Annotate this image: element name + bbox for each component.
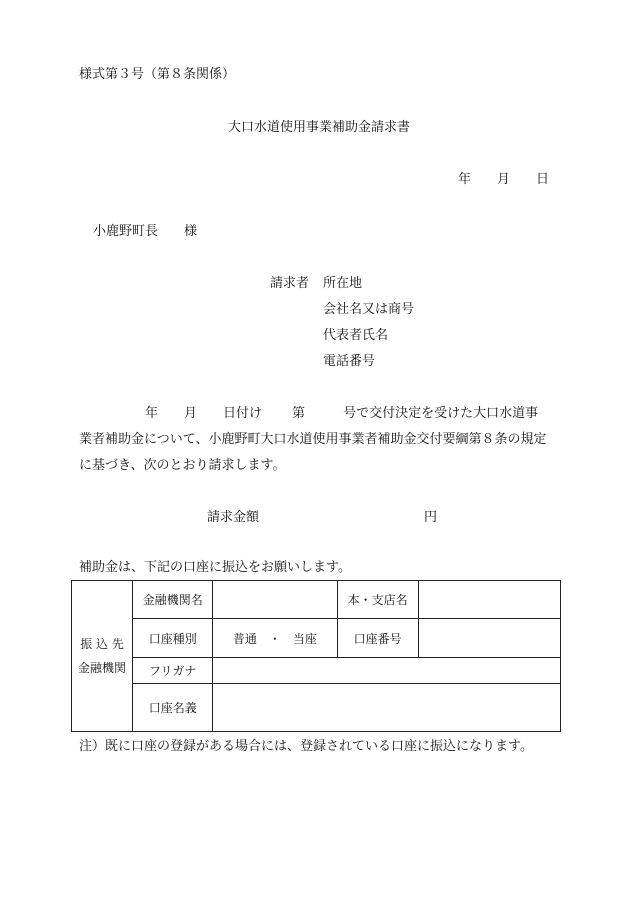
date-year: 年 xyxy=(458,172,472,187)
account-type-label: 口座種別 xyxy=(133,619,213,658)
amount-label: 請求金額 xyxy=(207,510,260,525)
footnote: 注）既に口座の登録がある場合には、登録されている口座に振込になります。 xyxy=(79,739,533,754)
body-dated: 日付け xyxy=(223,406,263,421)
furigana-label: フリガナ xyxy=(133,658,213,684)
date-day: 日 xyxy=(536,172,550,187)
claimant-field-company: 会社名又は商号 xyxy=(323,302,415,317)
branch-field[interactable] xyxy=(418,581,560,619)
body-line-1 xyxy=(79,401,584,427)
branch-label: 本・支店名 xyxy=(337,581,418,619)
claimant-field-address: 所在地 xyxy=(323,276,363,291)
bank-section-label-line2: 金融機関 xyxy=(78,661,127,675)
account-holder-label: 口座名義 xyxy=(133,684,213,732)
claimant-label: 請求者 xyxy=(270,276,310,291)
bank-name-label: 金融機関名 xyxy=(133,581,213,619)
form-number: 様式第３号（第８条関係） xyxy=(79,67,236,82)
account-number-field[interactable] xyxy=(418,619,560,658)
claimant-field-representative: 代表者氏名 xyxy=(323,328,389,343)
body-month: 月 xyxy=(184,406,198,421)
body-no: 第 xyxy=(292,406,306,421)
body-year: 年 xyxy=(145,406,159,421)
body-line-2: 業者補助金について、小鹿野町大口水道使用事業者補助金交付要綱第８条の規定 xyxy=(79,432,547,447)
bank-account-table xyxy=(71,580,561,732)
account-holder-field[interactable] xyxy=(213,684,561,732)
date-line xyxy=(458,173,549,186)
transfer-note: 補助金は、下記の口座に振込をお願いします。 xyxy=(79,560,351,575)
bank-section-label xyxy=(72,581,133,732)
document-title: 大口水道使用事業補助金請求書 xyxy=(228,120,411,135)
body-paragraph xyxy=(79,401,584,479)
furigana-field[interactable] xyxy=(213,658,561,684)
bank-section-label-line1: 振 込 先 xyxy=(80,637,124,651)
date-month: 月 xyxy=(497,172,511,187)
claimant-field-phone: 電話番号 xyxy=(323,354,376,369)
body-rest: 号で交付決定を受けた大口水道事 xyxy=(343,406,539,421)
body-line-3: に基づき、次のとおり請求します。 xyxy=(79,458,286,473)
account-number-label: 口座番号 xyxy=(337,619,418,658)
addressee: 小鹿野町長 様 xyxy=(93,224,198,239)
account-type-options[interactable]: 普通 ・ 当座 xyxy=(213,619,337,658)
bank-name-field[interactable] xyxy=(213,581,337,619)
amount-unit: 円 xyxy=(424,510,438,525)
